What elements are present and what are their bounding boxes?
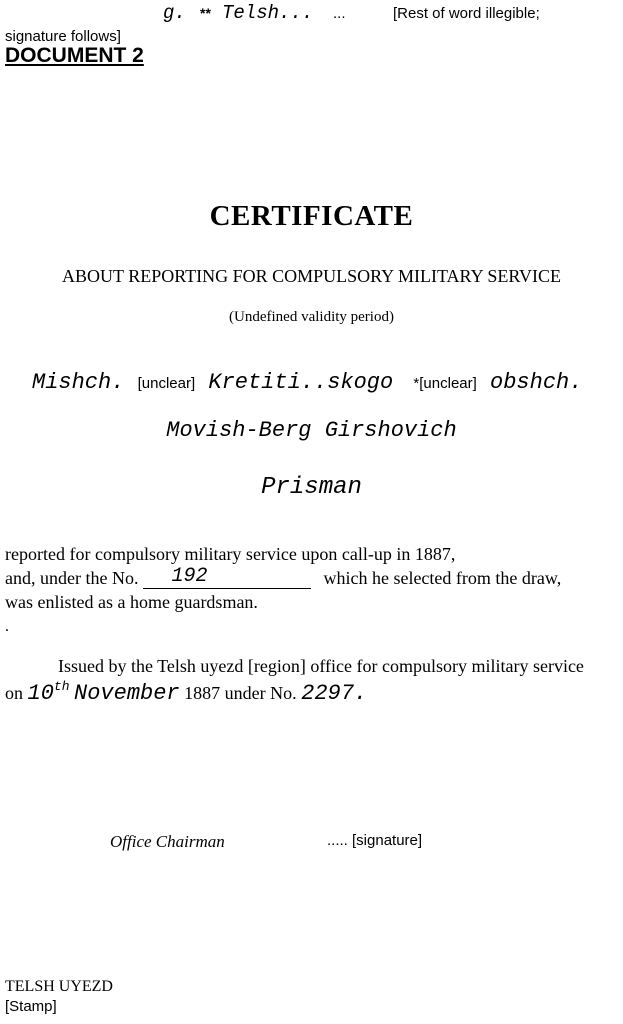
issued-year-digit: 7 — [211, 683, 221, 703]
issued-line-2 — [5, 679, 367, 706]
issued-on: on — [5, 683, 23, 703]
issued-day-suffix: th — [53, 679, 70, 694]
top-g-text: g. — [163, 2, 186, 24]
issued-day: 10 — [27, 681, 54, 706]
signature-follows-note: signature follows] — [5, 28, 121, 45]
community-word-2: Kretiti..skogo — [208, 370, 394, 395]
unclear-note-1: [unclear] — [137, 375, 196, 392]
person-surname: Prisman — [261, 474, 362, 501]
person-name: Movish-Berg Girshovich — [166, 418, 457, 443]
draw-number-field — [143, 565, 311, 589]
community-word-3: obshch. — [490, 370, 583, 395]
issued-under-no: under No. — [224, 683, 297, 703]
issued-reg-number: 2297. — [301, 681, 368, 706]
stray-dot: . — [5, 618, 9, 635]
star-mark: * — [413, 375, 420, 392]
body-line-2-prefix: and, under the No. — [5, 568, 139, 588]
draw-number: 192 — [171, 565, 208, 588]
certificate-title: CERTIFICATE — [209, 200, 414, 232]
unclear-note-2: [unclear] — [419, 375, 477, 392]
community-word-1: Mishch. — [32, 370, 125, 395]
stamp-label: [Stamp] — [5, 998, 57, 1015]
signature-note: ..... [signature] — [327, 832, 423, 849]
top-stars-text: ** — [200, 5, 211, 21]
body-line-1: reported for compulsory military service upon call-up in 1887, — [5, 544, 456, 564]
office-chairman-label: Office Chairman — [110, 832, 225, 851]
certificate-subtitle: ABOUT REPORTING FOR COMPULSORY MILITARY SERVICE — [62, 266, 561, 286]
top-dots-text: ... — [333, 5, 346, 22]
top-illegible-note: [Rest of word illegible; — [393, 5, 540, 22]
top-annotation-line — [0, 2, 623, 26]
validity-period: (Undefined validity period) — [229, 309, 394, 325]
issued-line-1: Issued by the Telsh uyezd [region] office for compulsory military service — [58, 656, 584, 676]
document-heading: DOCUMENT 2 — [5, 44, 144, 67]
issued-year-prefix: 188 — [184, 683, 212, 703]
body-line-2 — [5, 565, 562, 589]
body-line-3: was enlisted as a home guardsman. — [5, 592, 258, 612]
top-telsh-text: Telsh... — [222, 2, 314, 24]
community-line — [32, 370, 582, 395]
stamp-title: TELSH UYEZD — [5, 978, 113, 995]
issued-month: November — [74, 681, 180, 706]
body-line-2-suffix: which he selected from the draw, — [323, 568, 562, 588]
